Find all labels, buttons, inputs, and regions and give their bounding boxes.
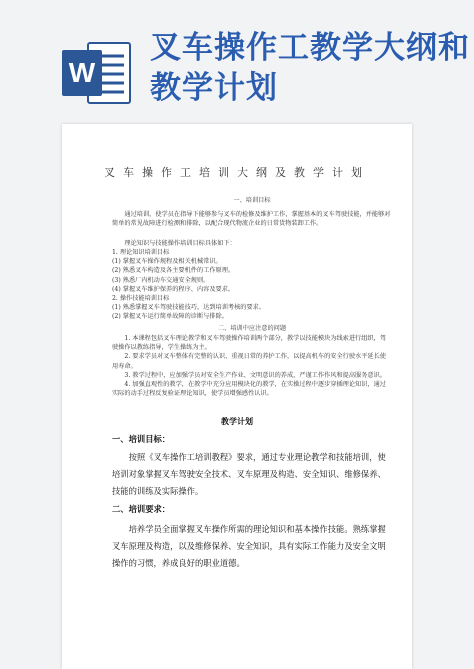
plan-heading: 二、培训要求：	[112, 504, 171, 514]
document-title: 叉车操作工培训大纲及教学计划	[104, 166, 370, 179]
list-item: 2. 要求学员对叉车整体有完整的认识，重视日常的养护工作，以提高机车的安全行驶水平延长使用寿命。	[112, 353, 386, 370]
plan-heading: 一、培训目标：	[112, 434, 171, 444]
paragraph: 理论知识与技能操作培训目标具体如下：	[124, 240, 236, 247]
list-item: (2) 掌握叉车运行简单故障的诊断与排除。	[112, 313, 228, 321]
list-item: (1) 掌握叉车操作规程及相关机械常识。	[112, 258, 222, 266]
list-item: (4) 掌握叉车维护保养的程序、内容及要求。	[112, 285, 235, 293]
list	[112, 248, 392, 322]
list-item: 1. 理论知识培训目标	[112, 249, 170, 256]
plan-paragraph: 培养学员全面掌握叉车操作所需的理论知识和基本操作技能。熟练掌握叉车原理及构造，以及维修保养、安全知识，具有实际工作能力及安全文明操作的习惯，养成良好的职业道德。	[112, 524, 386, 568]
list-item: 3. 教学过程中，应加强学员对安全生产作业、文明意识的养成，严谨工作作风和提高服务意识。	[124, 371, 386, 379]
list-item: (2) 熟悉叉车构造及各主要机件的工作原理。	[112, 267, 235, 275]
banner-title: 叉车操作工教学大纲和教学计划	[150, 30, 470, 106]
list-item: (1) 熟悉掌握叉车驾驶技能技巧，达到培训考核的要求。	[112, 304, 266, 312]
plan-paragraph: 按照《叉车操作工培训教程》要求，通过专业理论教学和技能培训，使培训对象掌握叉车驾驶安全技术、叉车原理及构造、安全知识、维修保养、技能的训练及实际操作。	[112, 452, 386, 496]
list-item: (3) 熟悉厂内机动车交通安全规则。	[112, 276, 210, 284]
banner	[0, 0, 474, 112]
list-item: 4. 加强直观性的教学，在教学中充分应用模块化的教学，在实操过程中逐步穿插理论知识，通过实际的动手过程反复验证理论知识，使学员增强感性认识。	[112, 381, 386, 398]
list-item: 1. 本课程包括叉车理论教学和叉车驾驶操作培训两个部分，教学以技能模块为线索进行组织，驾驶操作以教练指导，学生操练为主。	[112, 335, 386, 352]
plan-title: 教学计划	[221, 417, 253, 426]
word-document-icon	[62, 40, 132, 106]
list-item: 2. 操作技能培训目标	[112, 295, 170, 303]
section-heading: 二、培训中应注意的问题	[217, 325, 287, 332]
list	[112, 334, 392, 398]
document-page	[62, 124, 412, 669]
svg-text:W: W	[68, 57, 96, 88]
section-heading: 一、培训目标	[233, 197, 271, 204]
paragraph: 通过培训，使学员在指导下能够参与叉车的检修及维护工作，掌握基本的叉车驾驶技能，并能够对简单的常见故障进行检测和排除，以配合现代物流企业的日常货物装卸工作。	[112, 211, 391, 228]
